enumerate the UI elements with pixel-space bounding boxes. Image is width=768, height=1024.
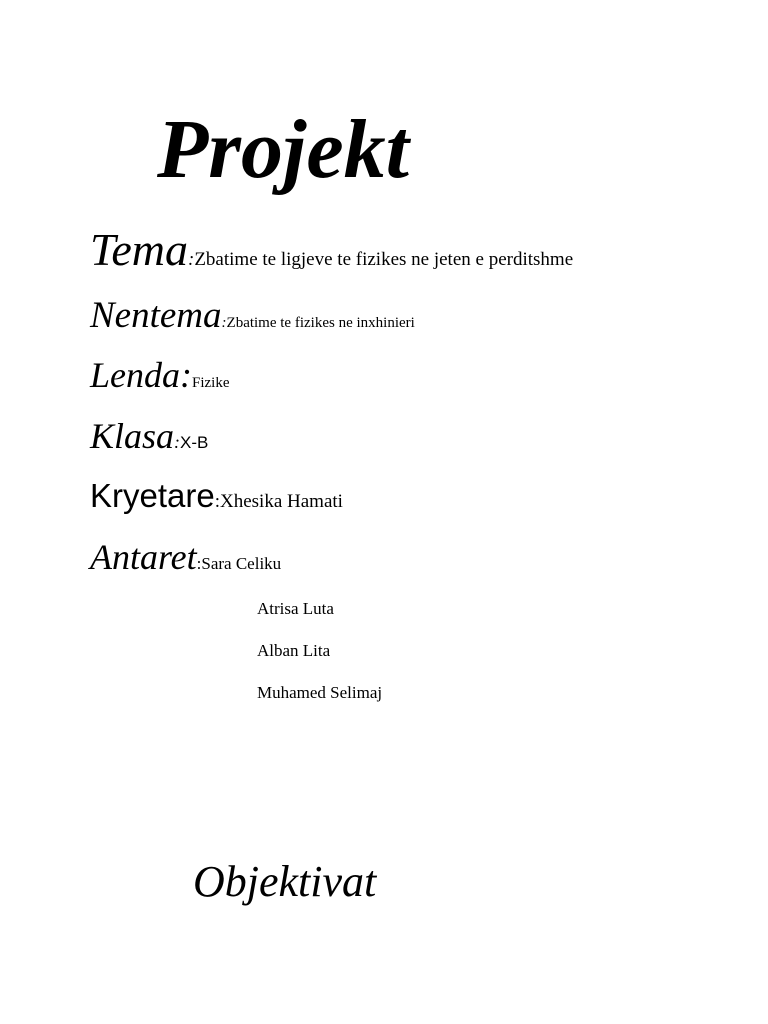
field-tema bbox=[90, 224, 574, 275]
field-klasa bbox=[90, 418, 208, 454]
field-separator: : bbox=[214, 491, 220, 512]
field-nentema bbox=[90, 297, 415, 334]
field-label-nentema: Nentema bbox=[90, 295, 222, 336]
field-value-kryetare: Xhesika Hamati bbox=[220, 491, 343, 512]
field-value-nentema: Zbatime te fizikes ne inxhinieri bbox=[226, 315, 415, 331]
field-value-klasa: X-B bbox=[180, 433, 209, 452]
field-antaret bbox=[90, 539, 281, 575]
member-name: Alban Lita bbox=[257, 641, 331, 660]
field-separator: : bbox=[196, 554, 202, 573]
field-value-antaret: Sara Celiku bbox=[201, 554, 282, 573]
field-label-kryetare: Kryetare bbox=[90, 477, 215, 514]
field-separator: : bbox=[221, 315, 227, 331]
field-value-lenda: Fizike bbox=[192, 375, 230, 391]
field-separator: : bbox=[188, 249, 195, 270]
field-separator: : bbox=[174, 432, 181, 452]
field-label-antaret: Antaret bbox=[90, 537, 197, 577]
field-label-klasa: Klasa bbox=[90, 416, 175, 456]
member-name: Atrisa Luta bbox=[257, 599, 334, 618]
field-kryetare bbox=[90, 479, 343, 512]
field-label-lenda: Lenda: bbox=[90, 355, 192, 395]
field-value-tema: Zbatime te ligjeve te fizikes ne jeten e perditshme bbox=[194, 249, 574, 270]
field-label-tema: Tema bbox=[90, 224, 188, 275]
page-title: Projekt bbox=[157, 103, 409, 196]
field-lenda bbox=[90, 357, 230, 393]
section-heading-objektivat: Objektivat bbox=[193, 857, 377, 906]
member-name: Muhamed Selimaj bbox=[257, 683, 383, 702]
